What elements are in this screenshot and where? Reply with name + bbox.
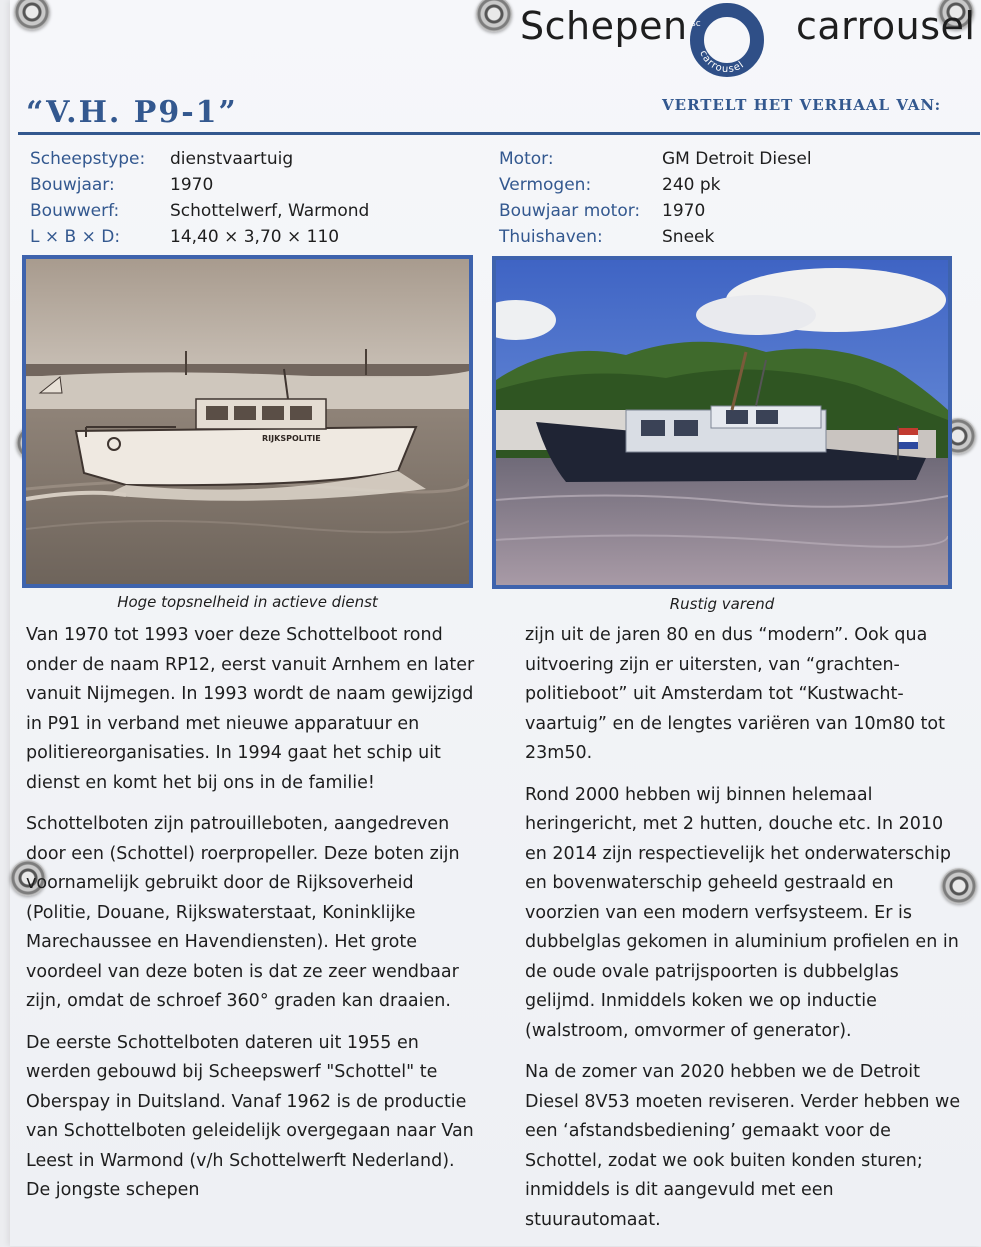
- brand-word-schepen: Schepen: [520, 4, 688, 48]
- header-divider: [18, 132, 980, 135]
- story-paragraph: Rond 2000 hebben wij binnen helemaal heringericht, met 2 hutten, douche etc. In 2010 en 2014 zijn respectievelijk het onderwaterschip en bovenwaterschip geheeld gestraald en voorzien van een modern verfsysteem. Er is dubbelglas gekomen in aluminium profielen en in de oude ovale patrijspoorten is dubbelglas gelijmd. Inmiddels koken we op inductie (walstroom, omvormer of generator).: [525, 784, 959, 1041]
- story-paragraph: Van 1970 tot 1993 voer deze Schottelboot rond onder de naam RP12, eerst vanuit Arnhem en later vanuit Nijmegen. In 1993 wordt de naam gewijzigd in P91 in verband met nieuwe apparatuur en politiereorganisaties. In 1994 gaat het schip uit dienst en komt het bij ons in de familie!: [26, 625, 475, 793]
- brand-header: [478, 0, 978, 88]
- spec-value: 240 pk: [662, 175, 721, 195]
- story-column-right: [525, 621, 970, 1247]
- ship-name-title: “V.H. P9-1”: [26, 95, 238, 130]
- spec-row-bouwjaar: [30, 172, 369, 198]
- spec-label: L × B × D:: [30, 227, 121, 247]
- spec-value: dienstvaartuig: [170, 149, 294, 169]
- spec-value: Sneek: [662, 227, 715, 247]
- spec-label: Bouwwerf:: [30, 201, 120, 221]
- spec-label: Bouwjaar motor:: [499, 201, 641, 221]
- story-paragraph: Na de zomer van 2020 hebben we de Detroit Diesel 8V53 moeten reviseren. Verder hebben we een ‘afstandsbediening’ gemaakt voor de Schottel, zodat we ook buiten konden sturen; inmiddels is dit aangevuld met een stuurautomaat.: [525, 1062, 961, 1230]
- historic-photo: [22, 255, 473, 588]
- specs-left: [30, 146, 369, 250]
- spec-row-bouwjaar-motor: [499, 198, 812, 224]
- current-photo: [492, 256, 952, 589]
- story-paragraph: Schottelboten zijn patrouilleboten, aangedreven door een (Schottel) roerpropeller. Deze boten zijn voornamelijk gebruikt door de Rijksoverheid (Politie, Douane, Rijkswaterstaat, Koninklijke Marechaussee en Havendiensten). Het grote voordeel van deze boten is dat ze zeer wendbaar zijn, omdat de schroef 360° graden kan draaien.: [26, 814, 460, 1011]
- spec-value: 1970: [662, 201, 706, 221]
- spec-value: 1970: [170, 175, 214, 195]
- brand-word-carrousel: carrousel: [796, 4, 976, 48]
- story-paragraph: zijn uit de jaren 80 en dus “modern”. Ook qua uitvoering zijn er uitersten, van “grachten-politieboot” uit Amsterdam tot “Kustwacht-vaartuig” en de lengtes variëren van 10m80 tot 23m50.: [525, 625, 945, 763]
- story-paragraph: De eerste Schottelboten dateren uit 1955 en werden gebouwd bij Scheepswerf "Schottel" te Oberspay in Duitsland. Vanaf 1962 is de productie van Schottelboten geleidelijk overgegaan naar Van Leest in Warmond (v/h Schottelwerft Nederland). De jongste schepen: [26, 1032, 474, 1200]
- tagline: VERTELT HET VERHAAL VAN:: [662, 96, 942, 114]
- spec-row-bouwwerf: [30, 198, 369, 224]
- logo-ring-text: carrousel: [697, 48, 747, 76]
- historic-photo-caption: Hoge topsnelheid in actieve dienst: [117, 593, 378, 611]
- spec-label: Vermogen:: [499, 175, 592, 195]
- svg-text:carrousel: [697, 49, 746, 75]
- spec-row-scheepstype: [30, 146, 369, 172]
- current-photo-caption: Rustig varend: [669, 595, 775, 613]
- spec-row-vermogen: [499, 172, 812, 198]
- spec-label: Bouwjaar:: [30, 175, 115, 195]
- spec-value: GM Detroit Diesel: [662, 149, 812, 169]
- current-boat-illustration: [496, 260, 948, 585]
- hull-lettering: RIJKSPOLITIE: [262, 434, 321, 443]
- logo-top-letters: sc: [691, 19, 701, 29]
- spec-row-dimensions: [30, 224, 369, 250]
- spec-label: Thuishaven:: [499, 227, 603, 247]
- spec-row-thuishaven: [499, 224, 812, 250]
- carrousel-logo-icon: [683, 0, 771, 88]
- story-column-left: [26, 621, 481, 1218]
- spec-row-motor: [499, 146, 812, 172]
- spec-label: Motor:: [499, 149, 554, 169]
- spec-value: 14,40 × 3,70 × 110: [170, 227, 340, 247]
- historic-boat-illustration: [26, 259, 469, 584]
- specs-right: [499, 146, 812, 250]
- spec-value: Schottelwerf, Warmond: [170, 201, 370, 221]
- spec-label: Scheepstype:: [30, 149, 146, 169]
